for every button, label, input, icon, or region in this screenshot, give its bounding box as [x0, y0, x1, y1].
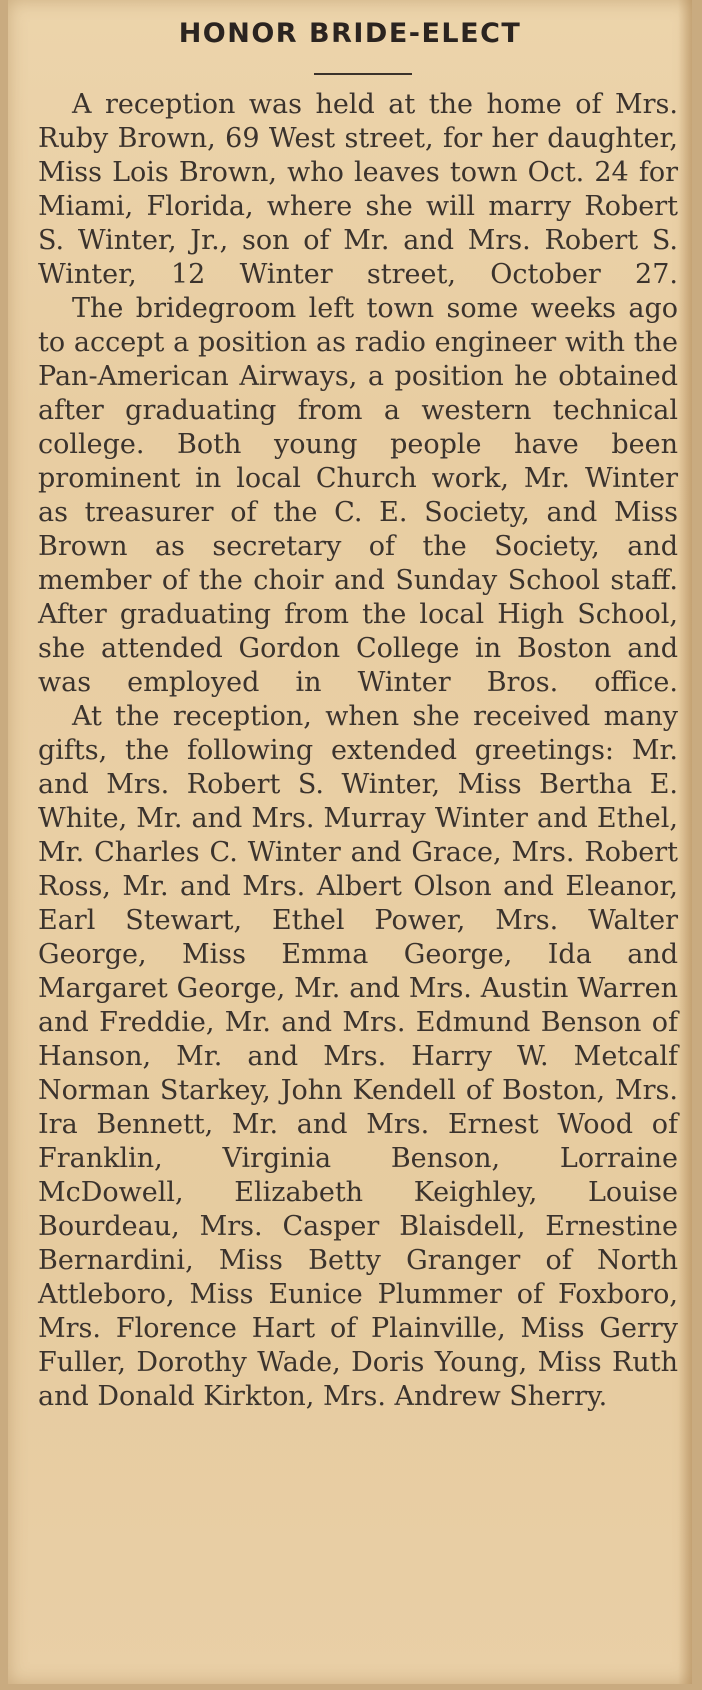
article-paragraph-2: The bridegroom left town some weeks ago to accept a position as radio engineer with the Pan-American Airways, a position he obtained after graduating from a western technical college. Both young people have been prominent in local Church work, Mr. Winter as treasurer of the C. E. Society, and Miss Brown as secretary of the Society, and member of the choir and Sunday School staff. After graduating from the local High School, she attended Gordon College in Boston and was employed in Winter Bros. office. — [38, 293, 678, 698]
article-headline: HONOR BRIDE-ELECT — [178, 18, 522, 49]
article-paragraph-1: A reception was held at the home of Mrs. Ruby Brown, 69 West street, for her daughter, Miss Lois Brown, who leaves town Oct. 24 for Miami, Florida, where she will marry Robert S. Winter, Jr., son of Mr. and Mrs. Robert S. Winter, 12 Winter street, October 27. — [38, 89, 678, 290]
article-body — [38, 88, 678, 1414]
headline-divider — [314, 73, 412, 75]
article-paragraph-3: At the reception, when she received many gifts, the following extended greetings: Mr. and Mrs. Robert S. Winter, Miss Bertha E. White, Mr. and Mrs. Murray Winter and Ethel, Mr. Charles C. Winter and Grace, Mrs. Robert Ross, Mr. and Mrs. Albert Olson and Eleanor, Earl Stewart, Ethel Power, Mrs. Walter George, Miss Emma George, Ida and Margaret George, Mr. and Mrs. Austin Warren and Freddie, Mr. and Mrs. Edmund Benson of Hanson, Mr. and Mrs. Harry W. Metcalf Norman Starkey, John Kendell of Boston, Mrs. Ira Bennett, Mr. and Mrs. Ernest Wood of Franklin, Virginia Benson, Lorraine McDowell, Elizabeth Keighley, Louise Bourdeau, Mrs. Casper Blaisdell, Ernestine Bernardini, Miss Betty Granger of North Attleboro, Miss Eunice Plummer of Foxboro, Mrs. Florence Hart of Plainville, Miss Gerry Fuller, Dorothy Wade, Doris Young, Miss Ruth and Donald Kirkton, Mrs. Andrew Sherry. — [38, 701, 678, 1412]
newspaper-clipping — [8, 0, 692, 1684]
